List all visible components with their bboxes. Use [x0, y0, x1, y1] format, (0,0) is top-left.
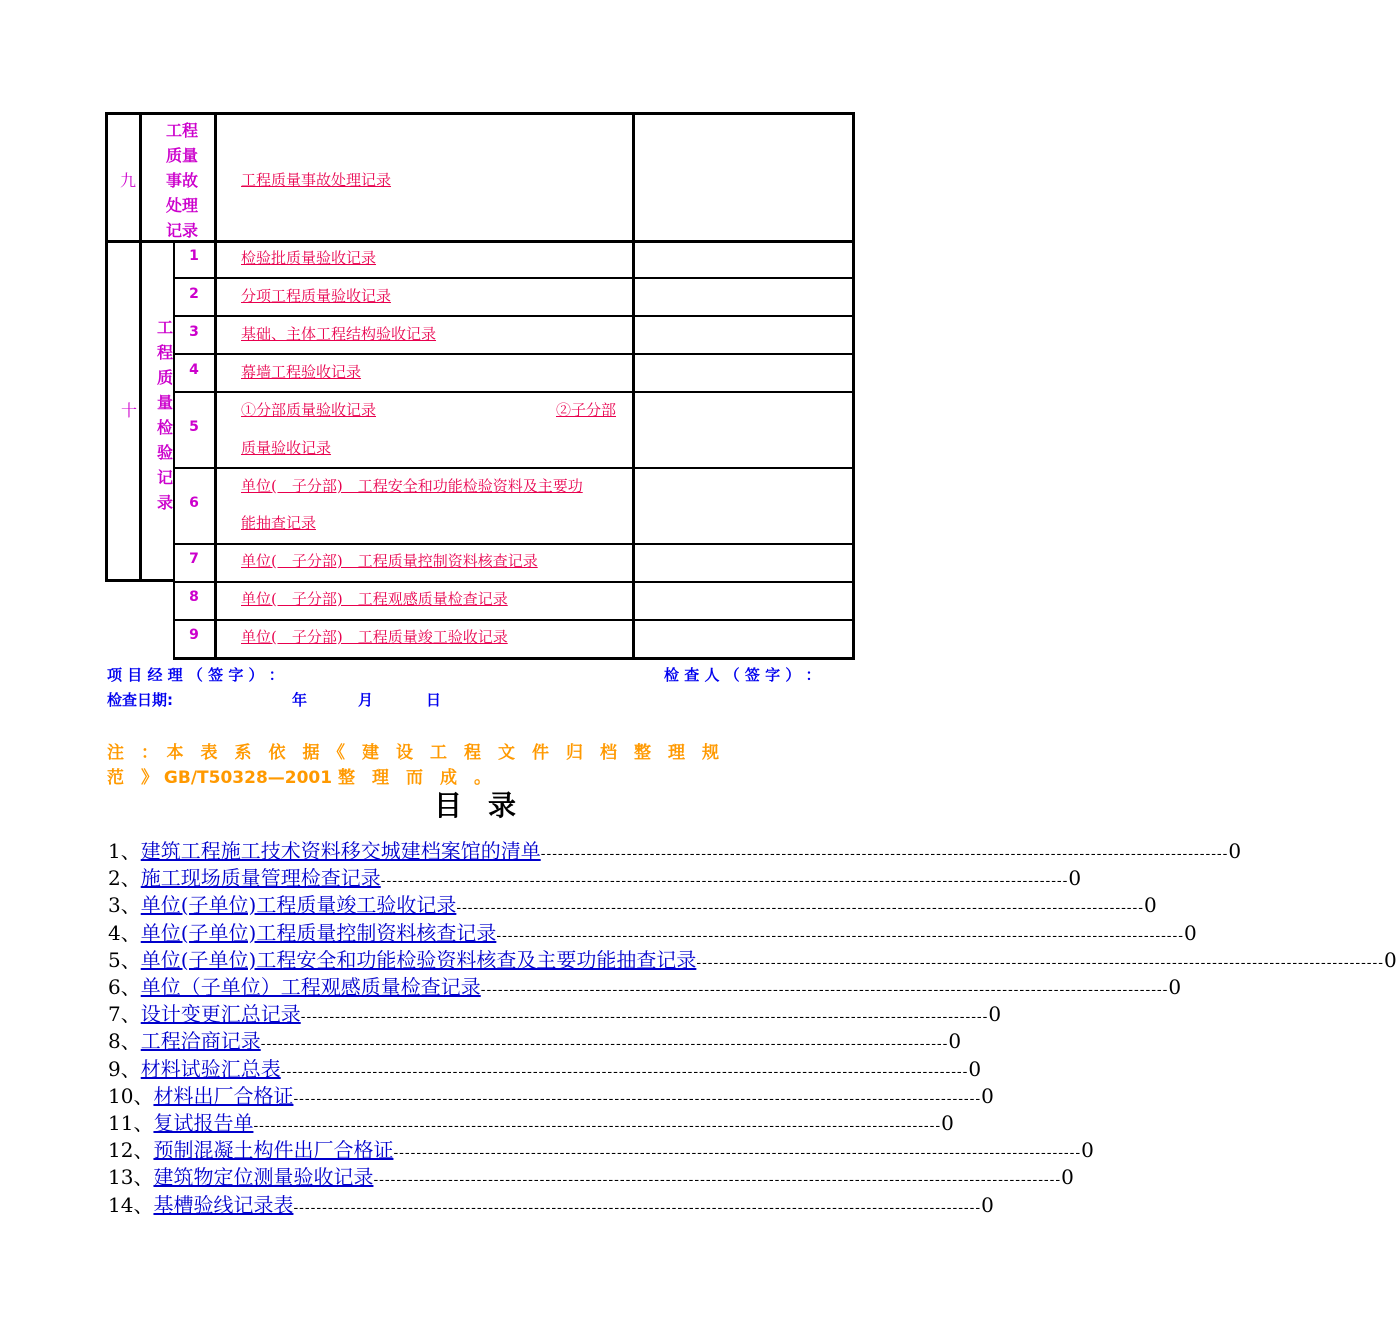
section9-number: 九: [120, 171, 137, 190]
row-number-9: 9: [189, 627, 199, 643]
toc-item-number: 3、: [108, 893, 141, 918]
toc-item-link[interactable]: 复试报告单: [153, 1111, 254, 1135]
col-line-1: [139, 112, 142, 582]
toc-item-page: 0: [1081, 1138, 1094, 1163]
manager-signature-label: 项 目 经 理 （ 签 字 ） ：: [107, 666, 284, 684]
row-line-9-10: [105, 240, 855, 243]
section9-label: 工程质量事故处理记录: [165, 121, 198, 240]
toc-item-leader: ------------------------------------------------------------------------------------------------------------------------: [260, 1036, 949, 1053]
toc-item: [108, 917, 1197, 945]
toc-item: [108, 1161, 1074, 1190]
col-line-4: [632, 112, 635, 660]
row-6-link-a[interactable]: 单位( 子分部) 工程安全和功能检验资料及主要功: [241, 477, 583, 495]
toc-item-page: 0: [1068, 866, 1082, 891]
toc-item: [108, 1107, 954, 1135]
row-5-link-b[interactable]: ②子分部: [556, 401, 617, 419]
row-line-6: [173, 543, 855, 545]
toc-item: [108, 1025, 962, 1054]
date-year-label: 年: [292, 691, 308, 709]
row-number-1: 1: [189, 248, 199, 264]
section9-item-link[interactable]: 工程质量事故处理记录: [241, 171, 392, 189]
toc-item-number: 14、: [108, 1192, 154, 1217]
toc-item-leader: ------------------------------------------------------------------------------------------------------------------------: [373, 1172, 1062, 1189]
toc-item-leader: ------------------------------------------------------------------------------------------------------------------------: [293, 1090, 982, 1107]
toc-item: [108, 862, 1082, 891]
row-line-5: [173, 467, 855, 469]
inspector-signature-label: 检 查 人 （ 签 字 ） ：: [664, 666, 821, 684]
row-number-6: 6: [189, 495, 199, 511]
note-line-2: 范 》 GB/T50328—2001 整 理 而 成 。: [107, 768, 492, 788]
toc-item-number: 9、: [108, 1056, 141, 1081]
toc-title: 目录: [434, 789, 543, 822]
toc-item: [108, 1189, 994, 1217]
table-border-left: [105, 112, 108, 582]
toc-item: [108, 1134, 1094, 1163]
toc-item-link[interactable]: 材料试验汇总表: [140, 1056, 281, 1081]
toc-item: [108, 1053, 982, 1081]
toc-item-page: 0: [1061, 1165, 1074, 1190]
row-line-8: [173, 619, 855, 621]
toc-item-leader: ------------------------------------------------------------------------------------------------------------------------: [280, 1063, 969, 1080]
toc-item-link[interactable]: 基槽验线记录表: [153, 1192, 294, 1217]
row-1-link[interactable]: 检验批质量验收记录: [241, 249, 377, 267]
row-line-2: [173, 315, 855, 317]
toc-item-leader: ------------------------------------------------------------------------------------------------------------------------: [496, 927, 1184, 944]
row-number-5: 5: [189, 419, 199, 435]
toc-item-number: 12、: [108, 1138, 154, 1163]
toc-item-page: 0: [948, 1029, 962, 1054]
toc-item-link[interactable]: 工程洽商记录: [140, 1029, 261, 1054]
toc-item-leader: ------------------------------------------------------------------------------------------------------------------------: [380, 873, 1069, 890]
toc-item-page: 0: [981, 1083, 994, 1108]
date-day-label: 日: [426, 691, 442, 709]
toc-item-number: 2、: [108, 866, 141, 891]
row-4-link[interactable]: 幕墙工程验收记录: [241, 363, 362, 381]
toc-item-number: 6、: [108, 975, 141, 999]
toc-item-number: 8、: [108, 1029, 141, 1054]
toc-item: [108, 998, 1002, 1027]
row-8-link[interactable]: 单位( 子分部) 工程观感质量检查记录: [241, 590, 508, 608]
toc-item-link[interactable]: 建筑物定位测量验收记录: [153, 1165, 374, 1190]
row-number-2: 2: [189, 286, 199, 302]
toc-item-page: 0: [968, 1056, 982, 1081]
row-number-8: 8: [189, 589, 199, 605]
toc-item-link[interactable]: 设计变更汇总记录: [140, 1002, 301, 1027]
note-line-1: 注 ： 本 表 系 依 据 《 建 设 工 程 文 件 归 档 整 理 规: [107, 743, 719, 763]
row-3-link[interactable]: 基础、主体工程结构验收记录: [241, 325, 437, 343]
table-border-bottom: [173, 657, 855, 660]
row-line-4: [173, 391, 855, 393]
toc-item-page: 0: [1144, 893, 1157, 918]
toc-item-link[interactable]: 预制混凝土构件出厂合格证: [153, 1138, 394, 1163]
toc-item-link[interactable]: 单位(子单位)工程安全和功能检验资料核查及主要功能抽查记录: [140, 947, 697, 972]
section10-number: 十: [121, 401, 138, 420]
toc-item-leader: ------------------------------------------------------------------------------------------------------------------------: [696, 954, 1384, 971]
toc-item-page: 0: [1168, 975, 1182, 999]
row-line-3: [173, 353, 855, 355]
toc-item-leader: ------------------------------------------------------------------------------------------------------------------------: [456, 900, 1144, 917]
row-5-link-a[interactable]: ①分部质量验收记录: [241, 401, 377, 419]
toc-item-link[interactable]: 单位(子单位)工程质量竣工验收记录: [140, 893, 457, 918]
toc-item-number: 5、: [108, 947, 141, 972]
inspection-date-label: 检查日期:: [107, 691, 173, 709]
row-number-7: 7: [189, 551, 199, 567]
toc-item: [108, 971, 1182, 999]
row-line-7: [173, 581, 855, 583]
toc-item-page: 0: [1384, 947, 1397, 972]
col-line-3: [214, 112, 217, 660]
row-line-1: [173, 277, 855, 279]
toc-item-number: 1、: [108, 839, 141, 863]
row-2-link[interactable]: 分项工程质量验收记录: [241, 287, 392, 305]
toc-item-page: 0: [941, 1111, 954, 1135]
row-number-4: 4: [189, 362, 199, 378]
section10-label: 工程质量检验记录: [156, 318, 173, 512]
row-9-link[interactable]: 单位( 子分部) 工程质量竣工验收记录: [241, 628, 508, 646]
toc-item-leader: ------------------------------------------------------------------------------------------------------------------------: [480, 982, 1169, 998]
toc-item: [108, 1080, 994, 1108]
toc-item: [108, 835, 1242, 863]
toc-item-link[interactable]: 施工现场质量管理检查记录: [140, 866, 381, 891]
toc-item-leader: ------------------------------------------------------------------------------------------------------------------------: [300, 1009, 989, 1026]
toc-item-page: 0: [981, 1192, 994, 1217]
row-number-3: 3: [189, 324, 199, 340]
toc-item-leader: ------------------------------------------------------------------------------------------------------------------------: [293, 1199, 982, 1216]
table-border-right: [852, 112, 855, 660]
toc-item-number: 4、: [108, 920, 141, 945]
toc-item-page: 0: [1184, 920, 1197, 945]
row-6-link-b[interactable]: 能抽查记录: [241, 514, 317, 532]
toc-item-leader: ------------------------------------------------------------------------------------------------------------------------: [540, 846, 1229, 862]
toc-item: [108, 944, 1397, 972]
toc-item-page: 0: [988, 1002, 1002, 1027]
date-month-label: 月: [358, 691, 374, 709]
toc-item-number: 11、: [108, 1111, 154, 1135]
row-7-link[interactable]: 单位( 子分部) 工程质量控制资料核查记录: [241, 552, 538, 570]
toc-item-leader: ------------------------------------------------------------------------------------------------------------------------: [253, 1118, 942, 1134]
toc-item-link[interactable]: 单位(子单位)工程质量控制资料核查记录: [140, 920, 497, 945]
toc-item-leader: ------------------------------------------------------------------------------------------------------------------------: [393, 1145, 1082, 1162]
toc-item-link[interactable]: 材料出厂合格证: [153, 1083, 294, 1108]
toc-item-page: 0: [1228, 839, 1242, 863]
toc-item-number: 10、: [108, 1083, 154, 1108]
toc-item-number: 13、: [108, 1165, 154, 1190]
toc-item-link[interactable]: 单位（子单位）工程观感质量检查记录: [140, 975, 481, 999]
toc-item-link[interactable]: 建筑工程施工技术资料移交城建档案馆的清单: [140, 839, 541, 863]
row-5-link-c[interactable]: 质量验收记录: [241, 439, 332, 457]
toc-item-number: 7、: [108, 1002, 141, 1027]
toc-item: [108, 889, 1157, 918]
table-border-top: [105, 112, 855, 115]
